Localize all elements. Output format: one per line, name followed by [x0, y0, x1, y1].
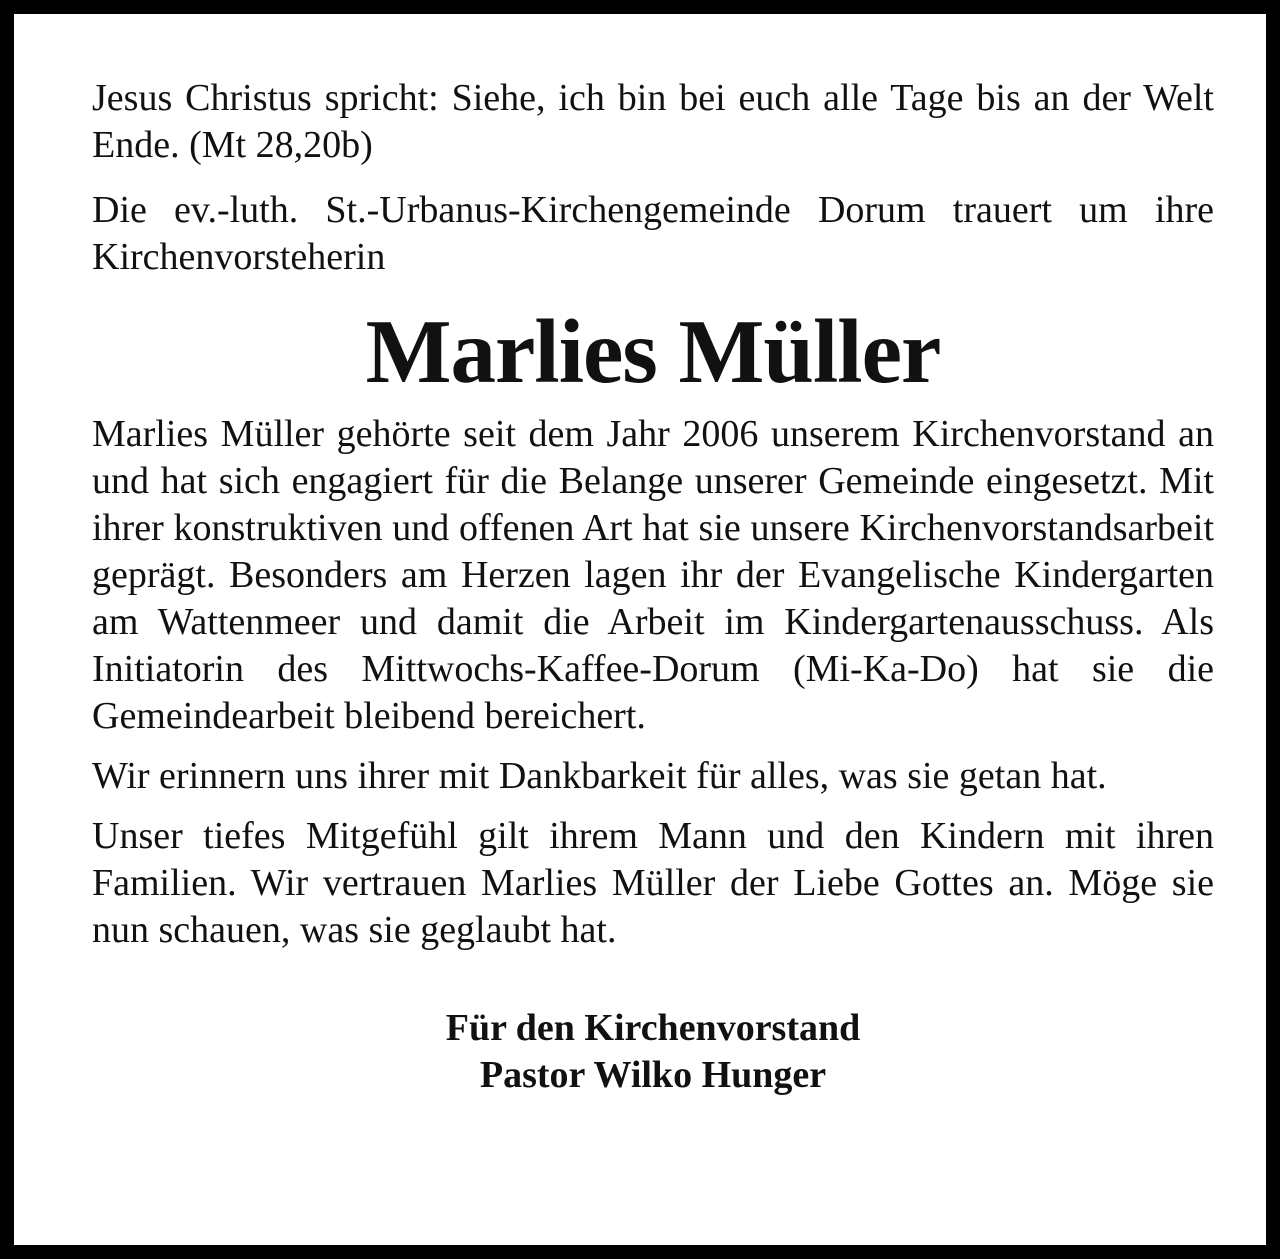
signature-pastor: Pastor Wilko Hunger: [479, 1054, 827, 1096]
signature-organization: Für den Kirchenvorstand: [445, 1007, 861, 1049]
biography-paragraph: Marlies Müller gehörte seit dem Jahr 2006 unserem Kirchenvorstand an und hat sich engagiert für die Belange unserer Gemeinde eingesetzt. Mit ihrer konstruktiven und offenen Art hat sie unsere Kirchenvorstandsarbeit geprägt. Besonders am Herzen lagen ihr der Evangelische Kindergarten am Wattenmeer und damit die Arbeit im Kindergartenausschuss. Als Initiatorin des Mittwochs-Kaffee-Dorum (Mi-Ka-Do) hat sie die Gemeindearbeit bleibend bereichert.: [92, 413, 1214, 737]
obituary-content: [92, 75, 1214, 1099]
thanks-paragraph: Wir erinnern uns ihrer mit Dankbarkeit für alles, was sie getan hat.: [92, 755, 1107, 797]
bible-verse: Jesus Christus spricht: Siehe, ich bin bei euch alle Tage bis an der Welt Ende. (Mt 28,20b): [92, 77, 1214, 166]
signature-block: [92, 1005, 1214, 1099]
sympathy-paragraph: Unser tiefes Mitgefühl gilt ihrem Mann und den Kindern mit ihren Familien. Wir vertrauen Marlies Müller der Liebe Gottes an. Möge sie nun schauen, was sie geglaubt hat.: [92, 815, 1214, 951]
intro-text: Die ev.-luth. St.-Urbanus-Kirchengemeinde Dorum trauert um ihre Kirchenvorsteherin: [92, 189, 1214, 278]
deceased-name: Marlies Müller: [365, 301, 941, 402]
